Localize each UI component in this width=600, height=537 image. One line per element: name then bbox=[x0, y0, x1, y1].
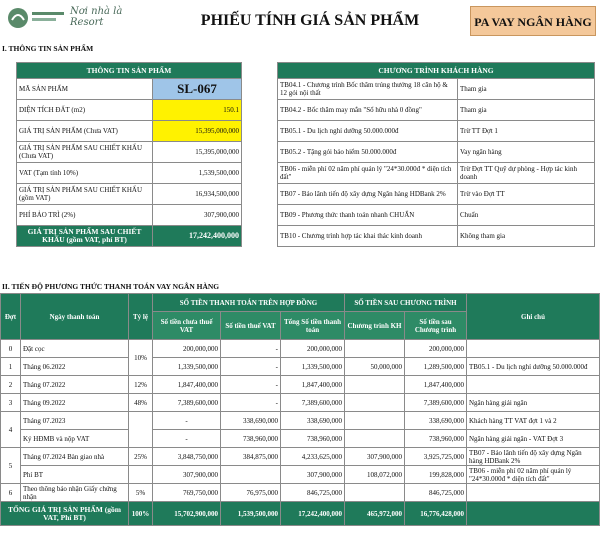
cell-vat: 738,960,000 bbox=[221, 430, 281, 448]
cell-vat: - bbox=[221, 394, 281, 412]
col-pre-vat: Số tiền chưa thuế VAT bbox=[153, 312, 221, 340]
cell-total: 738,960,000 bbox=[281, 430, 345, 448]
cell-dot: 4 bbox=[1, 412, 21, 448]
cell-note: TB07 - Bảo lãnh tiến độ xây dựng Ngân hàng HDBank 2% bbox=[467, 448, 600, 466]
program-status: Không tham gia bbox=[458, 226, 595, 247]
cell-rate: 10% bbox=[129, 340, 153, 376]
table-row bbox=[17, 100, 242, 121]
total-after: 16,776,428,000 bbox=[405, 502, 467, 526]
page-title: PHIẾU TÍNH GIÁ SẢN PHẨM bbox=[200, 12, 420, 29]
total-rate: 100% bbox=[129, 502, 153, 526]
cell-kh: 108,072,000 bbox=[345, 466, 405, 484]
total-row bbox=[1, 502, 600, 526]
cell-pre: - bbox=[153, 430, 221, 448]
col-rate: Tỷ lệ bbox=[129, 294, 153, 340]
program-name: TB04.2 - Bốc thăm may mắn "Sổ hữu nhà 0 đồng" bbox=[278, 100, 458, 121]
cell-date: Tháng 09.2022 bbox=[21, 394, 129, 412]
cell-date: Theo thông báo nhận Giấy chứng nhận bbox=[21, 484, 129, 502]
cell-date: Ký HĐMB và nộp VAT bbox=[21, 430, 129, 448]
col-kh: Chương trình KH bbox=[345, 312, 405, 340]
total-vat: 1,539,500,000 bbox=[221, 502, 281, 526]
table-row bbox=[1, 430, 600, 448]
cell-note: Ngân hàng giải ngân bbox=[467, 394, 600, 412]
table-row bbox=[278, 163, 595, 184]
table-row bbox=[1, 412, 600, 430]
col-after: Số tiền sau Chương trình bbox=[405, 312, 467, 340]
program-status: Tham gia bbox=[458, 100, 595, 121]
program-status: Vay ngân hàng bbox=[458, 142, 595, 163]
table-row bbox=[17, 121, 242, 142]
program-name: TB06 - miễn phí 02 năm phí quản lý "24*30.000đ * diện tích đất" bbox=[278, 163, 458, 184]
product-info-header: THÔNG TIN SẢN PHẨM bbox=[17, 63, 242, 79]
cell-total: 1,847,400,000 bbox=[281, 376, 345, 394]
cell-vat bbox=[221, 466, 281, 484]
program-status: Chuẩn bbox=[458, 205, 595, 226]
cell-kh: 50,000,000 bbox=[345, 358, 405, 376]
total-label: TỔNG GIÁ TRỊ SẢN PHẨM (gồm VAT, Phí BT) bbox=[1, 502, 129, 526]
cell-date: Phí BT bbox=[21, 466, 129, 484]
cell-note: Khách hàng TT VAT đợt 1 và 2 bbox=[467, 412, 600, 430]
row-label: GIÁ TRỊ SẢN PHẨM SAU CHIẾT KHẤU (Chưa VAT) bbox=[17, 142, 153, 163]
cell-date: Tháng 07.2024 Bàn giao nhà bbox=[21, 448, 129, 466]
customer-program-table bbox=[277, 62, 595, 247]
cell-total: 846,725,000 bbox=[281, 484, 345, 502]
table-row bbox=[278, 142, 595, 163]
cell-vat: 338,690,000 bbox=[221, 412, 281, 430]
table-row bbox=[1, 466, 600, 484]
table-row bbox=[17, 205, 242, 226]
row-value: 16,934,500,000 bbox=[153, 184, 242, 205]
cell-date: Tháng 07.2023 bbox=[21, 412, 129, 430]
cell-note: TB05.1 - Du lịch nghỉ dưỡng 50.000.000đ bbox=[467, 358, 600, 376]
cell-rate: 5% bbox=[129, 484, 153, 502]
cell-dot: 1 bbox=[1, 358, 21, 376]
row-label: GIÁ TRỊ SẢN PHẨM (Chưa VAT) bbox=[17, 121, 153, 142]
table-row bbox=[17, 163, 242, 184]
program-status: Trừ TT Đợt 1 bbox=[458, 121, 595, 142]
row-label: GIÁ TRỊ SẢN PHẨM SAU CHIẾT KHẤU (gồm VAT) bbox=[17, 184, 153, 205]
program-name: TB07 - Bảo lãnh tiến độ xây dựng Ngân hàng HDBank 2% bbox=[278, 184, 458, 205]
cell-date: Đặt cọc bbox=[21, 340, 129, 358]
cell-rate: 12% bbox=[129, 376, 153, 394]
cell-rate: 25% bbox=[129, 448, 153, 466]
table-row bbox=[1, 394, 600, 412]
cell-vat: 76,975,000 bbox=[221, 484, 281, 502]
cell-rate: 48% bbox=[129, 394, 153, 412]
cell-total: 1,339,500,000 bbox=[281, 358, 345, 376]
product-code: SL-067 bbox=[153, 79, 242, 100]
cell-pre: 1,847,400,000 bbox=[153, 376, 221, 394]
cell-pre: - bbox=[153, 412, 221, 430]
cell-dot: 5 bbox=[1, 448, 21, 484]
section2-title: II. TIẾN ĐỘ PHƯƠNG THỨC THANH TOÁN VAY NGÂN HÀNG bbox=[2, 282, 220, 291]
total-row bbox=[17, 226, 242, 247]
cell-pre: 1,339,500,000 bbox=[153, 358, 221, 376]
cell-note bbox=[467, 484, 600, 502]
program-group-header: SỐ TIỀN SAU CHƯƠNG TRÌNH bbox=[345, 294, 467, 312]
cell-after: 338,690,000 bbox=[405, 412, 467, 430]
total-value: 17,242,400,000 bbox=[153, 226, 242, 247]
program-name: TB10 - Chương trình hợp tác khai thác kinh doanh bbox=[278, 226, 458, 247]
row-label: MÃ SẢN PHẨM bbox=[17, 79, 153, 100]
cell-kh bbox=[345, 430, 405, 448]
table-row bbox=[278, 79, 595, 100]
table-row bbox=[1, 376, 600, 394]
table-row bbox=[1, 340, 600, 358]
program-name: TB05.2 - Tặng gói bảo hiểm 50.000.000đ bbox=[278, 142, 458, 163]
table-row bbox=[1, 484, 600, 502]
total-label: GIÁ TRỊ SẢN PHẨM SAU CHIẾT KHẤU (gồm VAT, phí BT) bbox=[17, 226, 153, 247]
cell-rate bbox=[129, 466, 153, 484]
cell-note bbox=[467, 376, 600, 394]
row-value: 15,395,000,000 bbox=[153, 142, 242, 163]
row-label: PHÍ BẢO TRÌ (2%) bbox=[17, 205, 153, 226]
cell-total: 7,389,600,000 bbox=[281, 394, 345, 412]
row-label: DIỆN TÍCH ĐẤT (m2) bbox=[17, 100, 153, 121]
program-name: TB05.1 - Du lịch nghỉ dưỡng 50.000.000đ bbox=[278, 121, 458, 142]
table-row bbox=[278, 205, 595, 226]
cell-vat: - bbox=[221, 376, 281, 394]
cell-date: Tháng 06.2022 bbox=[21, 358, 129, 376]
cell-pre: 200,000,000 bbox=[153, 340, 221, 358]
cell-pre: 307,900,000 bbox=[153, 466, 221, 484]
program-header: CHƯƠNG TRÌNH KHÁCH HÀNG bbox=[278, 63, 595, 79]
section1-title: I. THÔNG TIN SẢN PHẨM bbox=[2, 44, 94, 53]
land-area-value: 150.1 bbox=[153, 100, 242, 121]
table-row bbox=[17, 142, 242, 163]
cell-vat: 384,875,000 bbox=[221, 448, 281, 466]
table-row bbox=[17, 79, 242, 100]
row-value: 1,539,500,000 bbox=[153, 163, 242, 184]
table-row bbox=[278, 226, 595, 247]
cell-after: 738,960,000 bbox=[405, 430, 467, 448]
contract-group-header: SỐ TIỀN THANH TOÁN TRÊN HỢP ĐỒNG bbox=[153, 294, 345, 312]
cell-vat: - bbox=[221, 358, 281, 376]
cell-after: 1,289,500,000 bbox=[405, 358, 467, 376]
table-row bbox=[1, 358, 600, 376]
cell-pre: 769,750,000 bbox=[153, 484, 221, 502]
cell-note: Ngân hàng giải ngân - VAT Đợt 3 bbox=[467, 430, 600, 448]
cell-note bbox=[467, 340, 600, 358]
cell-kh bbox=[345, 412, 405, 430]
col-vat: Số tiền thuế VAT bbox=[221, 312, 281, 340]
total-note bbox=[467, 502, 600, 526]
cell-after: 846,725,000 bbox=[405, 484, 467, 502]
total-kh: 465,972,000 bbox=[345, 502, 405, 526]
cell-after: 199,828,000 bbox=[405, 466, 467, 484]
col-dot: Đợt bbox=[1, 294, 21, 340]
cell-kh bbox=[345, 394, 405, 412]
cell-after: 1,847,400,000 bbox=[405, 376, 467, 394]
program-name: TB04.1 - Chương trình Bốc thăm trúng thưởng 18 căn hộ & 12 gói nội thất bbox=[278, 79, 458, 100]
program-status: Trừ vào Đợt TT bbox=[458, 184, 595, 205]
cell-after: 200,000,000 bbox=[405, 340, 467, 358]
cell-after: 3,925,725,000 bbox=[405, 448, 467, 466]
company-logo bbox=[4, 4, 68, 36]
plan-box: PA VAY NGÂN HÀNG bbox=[470, 6, 596, 36]
cell-dot: 2 bbox=[1, 376, 21, 394]
logo-text: Nơi nhà là Resort bbox=[70, 6, 123, 28]
cell-kh bbox=[345, 340, 405, 358]
program-name: TB09 - Phương thức thanh toán nhanh CHUẨN bbox=[278, 205, 458, 226]
payment-schedule-table bbox=[0, 293, 600, 526]
cell-kh: 307,900,000 bbox=[345, 448, 405, 466]
cell-dot: 6 bbox=[1, 484, 21, 502]
table-row bbox=[278, 100, 595, 121]
cell-vat: - bbox=[221, 340, 281, 358]
table-row bbox=[278, 184, 595, 205]
table-row bbox=[278, 121, 595, 142]
total-pre: 15,702,900,000 bbox=[153, 502, 221, 526]
product-info-table bbox=[16, 62, 242, 247]
row-label: VAT (Tạm tính 10%) bbox=[17, 163, 153, 184]
product-value: 15,395,000,000 bbox=[153, 121, 242, 142]
cell-dot: 3 bbox=[1, 394, 21, 412]
cell-date: Tháng 07.2022 bbox=[21, 376, 129, 394]
program-status: Trừ Đợt TT Quỹ dự phòng - Hợp tác kinh doanh bbox=[458, 163, 595, 184]
cell-note: TB06 - miễn phí 02 năm phí quản lý "24*30.000đ * diện tích đất" bbox=[467, 466, 600, 484]
cell-dot: 0 bbox=[1, 340, 21, 358]
row-value: 307,900,000 bbox=[153, 205, 242, 226]
cell-kh bbox=[345, 376, 405, 394]
col-total: Tổng Số tiền thanh toán bbox=[281, 312, 345, 340]
cell-kh bbox=[345, 484, 405, 502]
cell-pre: 3,848,750,000 bbox=[153, 448, 221, 466]
cell-after: 7,389,600,000 bbox=[405, 394, 467, 412]
table-row bbox=[1, 448, 600, 466]
table-row bbox=[17, 184, 242, 205]
cell-pre: 7,389,600,000 bbox=[153, 394, 221, 412]
program-status: Tham gia bbox=[458, 79, 595, 100]
cell-total: 4,233,625,000 bbox=[281, 448, 345, 466]
col-date: Ngày thanh toán bbox=[21, 294, 129, 340]
cell-rate bbox=[129, 412, 153, 448]
cell-total: 200,000,000 bbox=[281, 340, 345, 358]
total-total: 17,242,400,000 bbox=[281, 502, 345, 526]
cell-total: 307,900,000 bbox=[281, 466, 345, 484]
cell-total: 338,690,000 bbox=[281, 412, 345, 430]
col-note: Ghi chú bbox=[467, 294, 600, 340]
